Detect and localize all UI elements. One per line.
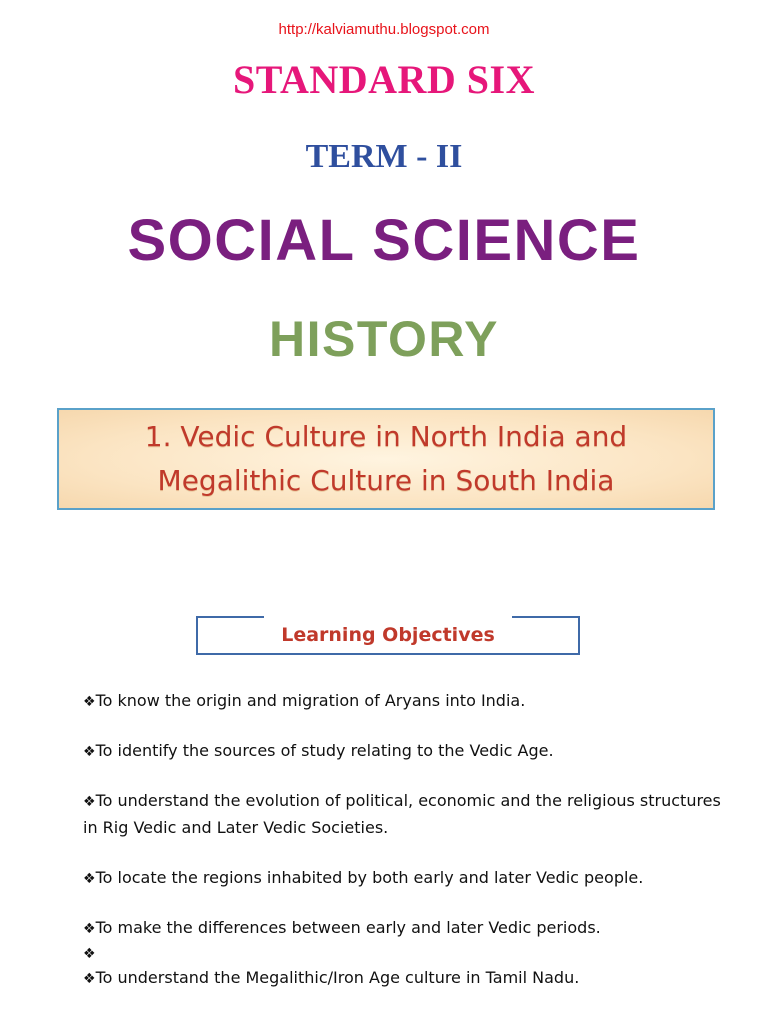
- objective-text: To identify the sources of study relating to the Vedic Age.: [95, 741, 554, 760]
- objective-text: To understand the Megalithic/Iron Age culture in Tamil Nadu.: [95, 968, 580, 987]
- chapter-title-line-1: 1. Vedic Culture in North India and: [144, 420, 628, 453]
- subject-heading: SOCIAL SCIENCE: [127, 208, 641, 273]
- diamond-bullet-icon: ❖: [83, 744, 96, 760]
- objective-item: [83, 788, 723, 865]
- chapter-title-box: [57, 408, 715, 510]
- learning-objectives-header: [196, 616, 580, 655]
- objective-text: To make the differences between early and later Vedic periods.: [95, 918, 601, 937]
- objective-item: [83, 865, 723, 915]
- chapter-title-line-2: Megalithic Culture in South India: [157, 464, 615, 497]
- diamond-bullet-icon: ❖: [83, 694, 96, 710]
- learning-objectives-title: Learning Objectives: [281, 623, 495, 646]
- diamond-bullet-icon: ❖: [83, 871, 96, 887]
- objectives-list: [83, 688, 723, 990]
- objective-item-empty: [83, 940, 723, 965]
- diamond-bullet-icon: ❖: [83, 971, 96, 987]
- objective-item: [83, 965, 723, 990]
- section-heading: HISTORY: [269, 311, 499, 367]
- term-heading: TERM - II: [305, 138, 463, 175]
- objective-text: To know the origin and migration of Aryans into India.: [95, 691, 526, 710]
- objective-text: To locate the regions inhabited by both early and later Vedic people.: [95, 868, 644, 887]
- standard-heading: STANDARD SIX: [233, 57, 535, 102]
- objective-item: [83, 688, 723, 738]
- objective-item: [83, 915, 723, 940]
- objective-item: [83, 738, 723, 788]
- diamond-bullet-icon: ❖: [83, 921, 96, 937]
- diamond-bullet-icon: ❖: [83, 946, 96, 962]
- objective-text: To understand the evolution of political, economic and the religious structures in Rig Vedic and Later Vedic Societies.: [83, 791, 721, 837]
- source-url[interactable]: http://kalviamuthu.blogspot.com: [278, 21, 490, 38]
- diamond-bullet-icon: ❖: [83, 794, 96, 810]
